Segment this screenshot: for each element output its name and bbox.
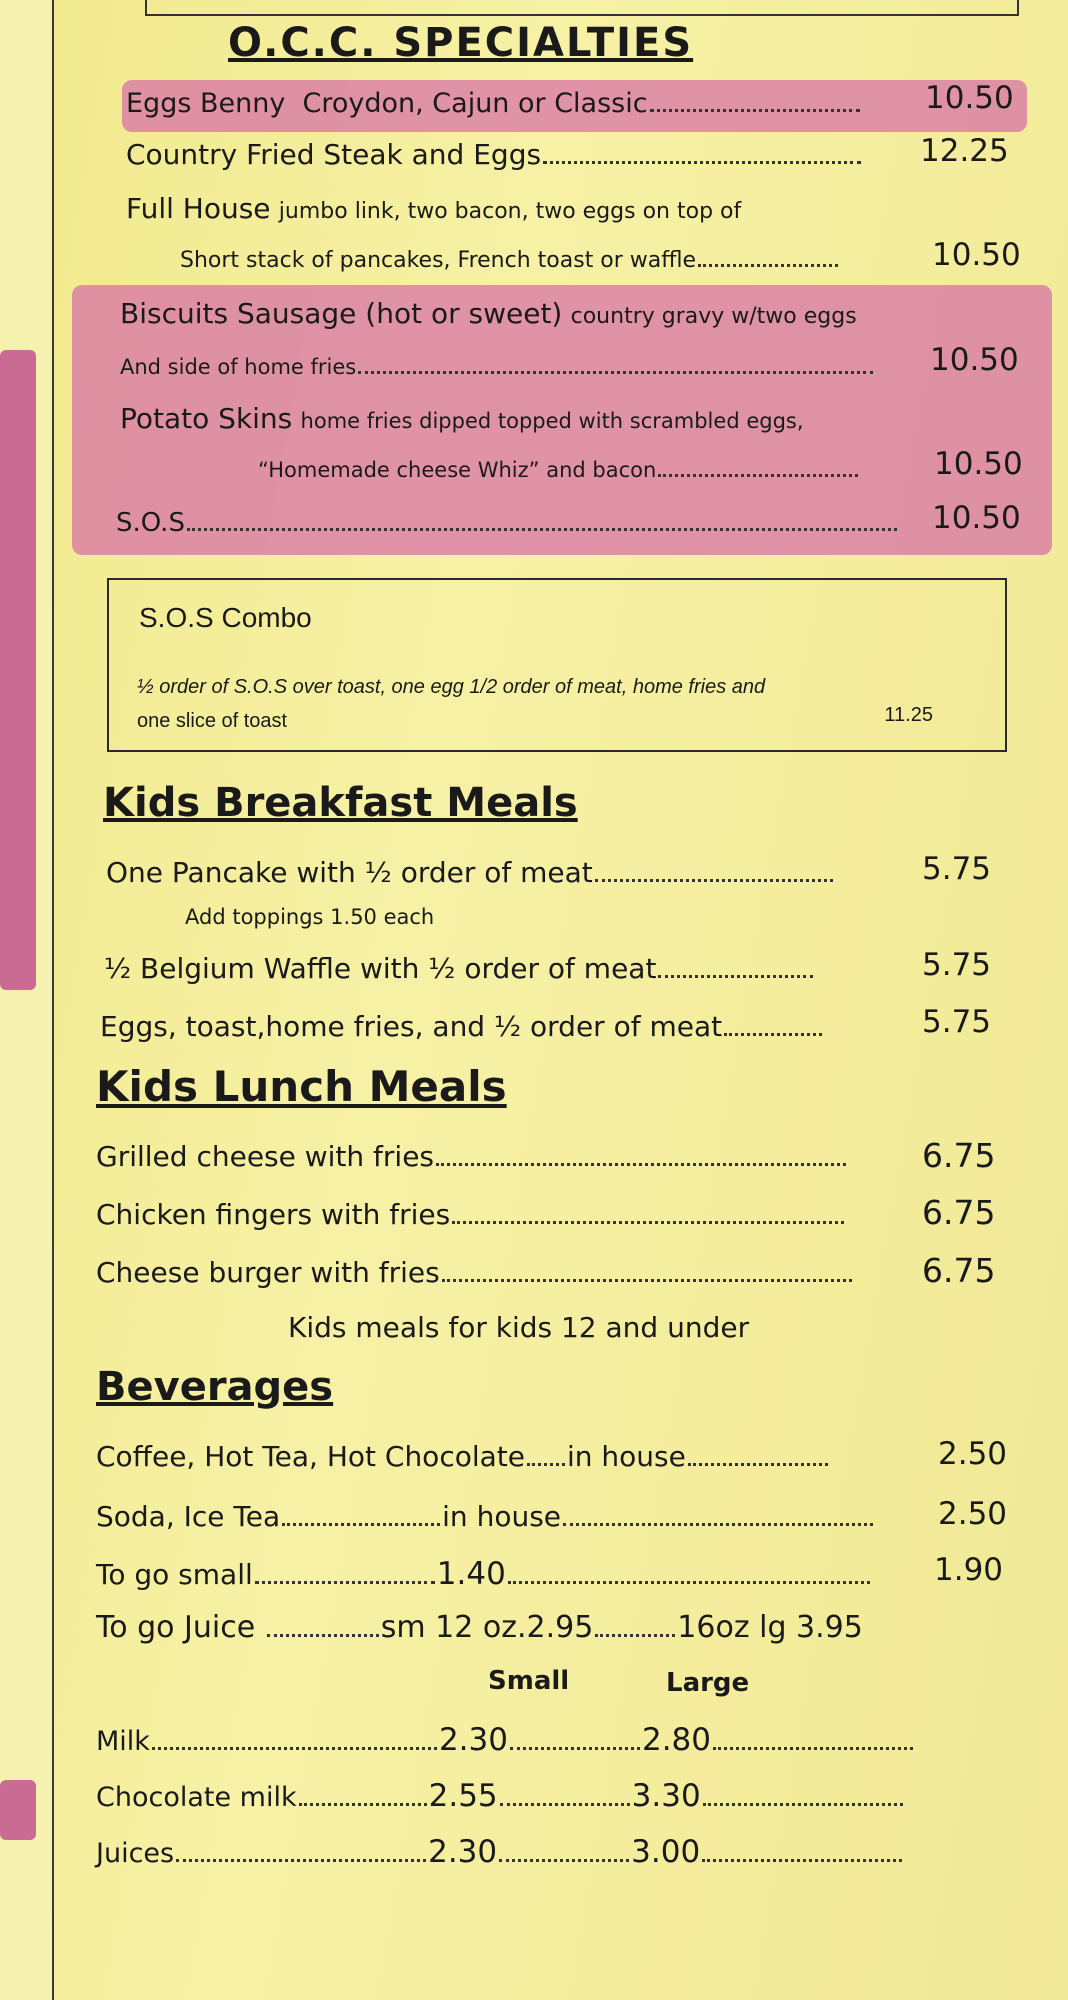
specialties-heading: O.C.C. SPECIALTIES (228, 20, 694, 66)
item-price: 10.50 (925, 80, 1014, 116)
combo-price: 11.25 (884, 704, 933, 726)
menu-item: Country Fried Steak and Eggs (126, 138, 863, 171)
combo-title: S.O.S Combo (139, 602, 312, 633)
item-price: 12.25 (920, 133, 1009, 169)
menu-item-desc: Short stack of pancakes, French toast or waffle (180, 248, 840, 273)
item-price: 5.75 (922, 1004, 992, 1040)
kids-age-note: Kids meals for kids 12 and under (288, 1311, 750, 1344)
menu-item: S.O.S (116, 508, 899, 538)
col-header-large: Large (666, 1668, 750, 1698)
menu-item: Cheese burger with fries (96, 1256, 854, 1289)
highlighter-mark (0, 1780, 36, 1840)
beverage-row: Chocolate milk 2.55 3.30 (96, 1778, 905, 1814)
menu-item: Potato Skins home fries dipped topped with scrambled eggs, (120, 402, 804, 435)
kids-note: Add toppings 1.50 each (185, 905, 435, 929)
menu-item: Full House jumbo link, two bacon, two eggs on top of (126, 192, 742, 225)
item-price: 2.50 (938, 1496, 1008, 1532)
menu-item: Biscuits Sausage (hot or sweet) country gravy w/two eggs (120, 297, 857, 330)
menu-item: Soda, Ice Tea in house (96, 1500, 875, 1533)
kids-breakfast-heading: Kids Breakfast Meals (103, 780, 578, 826)
menu-item: Chicken fingers with fries (96, 1198, 846, 1231)
item-price: 6.75 (922, 1193, 996, 1232)
menu-item-desc: “Homemade cheese Whiz” and bacon (258, 458, 860, 482)
menu-item: To go Juice sm 12 oz.2.95 16oz lg 3.95 (96, 1610, 863, 1645)
menu-item-desc: And side of home fries (120, 355, 875, 379)
beverage-row: Juices 2.30 3.00 (96, 1834, 904, 1870)
kids-lunch-heading: Kids Lunch Meals (96, 1062, 507, 1111)
menu-item: Grilled cheese with fries (96, 1140, 848, 1173)
item-price: 5.75 (922, 947, 992, 983)
item-price: 10.50 (932, 500, 1021, 536)
item-price: 6.75 (922, 1136, 996, 1175)
menu-item: One Pancake with ½ order of meat (106, 856, 835, 889)
menu-item: To go small 1.40 (96, 1556, 872, 1592)
sos-combo-box (107, 578, 1007, 752)
item-price: 6.75 (922, 1251, 996, 1290)
adjacent-page-edge (0, 0, 54, 2000)
item-price: 2.50 (938, 1436, 1008, 1472)
item-price: 1.90 (934, 1552, 1004, 1588)
combo-description: ½ order of S.O.S over toast, one egg 1/2 order of meat, home fries and one slice of toast (137, 676, 766, 732)
item-price: 5.75 (922, 851, 992, 887)
item-price: 10.50 (932, 237, 1021, 273)
top-box-edge (145, 0, 1019, 16)
item-price: 10.50 (934, 446, 1023, 482)
highlighter-mark (0, 350, 36, 990)
menu-item: Eggs Benny Croydon, Cajun or Classic (126, 88, 862, 119)
item-price: 10.50 (930, 342, 1019, 378)
beverages-heading: Beverages (96, 1364, 334, 1410)
col-header-small: Small (488, 1666, 570, 1696)
menu-item: Eggs, toast,home fries, and ½ order of meat (100, 1010, 824, 1043)
menu-item: ½ Belgium Waffle with ½ order of meat (104, 952, 815, 985)
beverage-row: Milk 2.30 2.80 (96, 1722, 915, 1758)
menu-item: Coffee, Hot Tea, Hot Chocolate in house (96, 1440, 830, 1473)
